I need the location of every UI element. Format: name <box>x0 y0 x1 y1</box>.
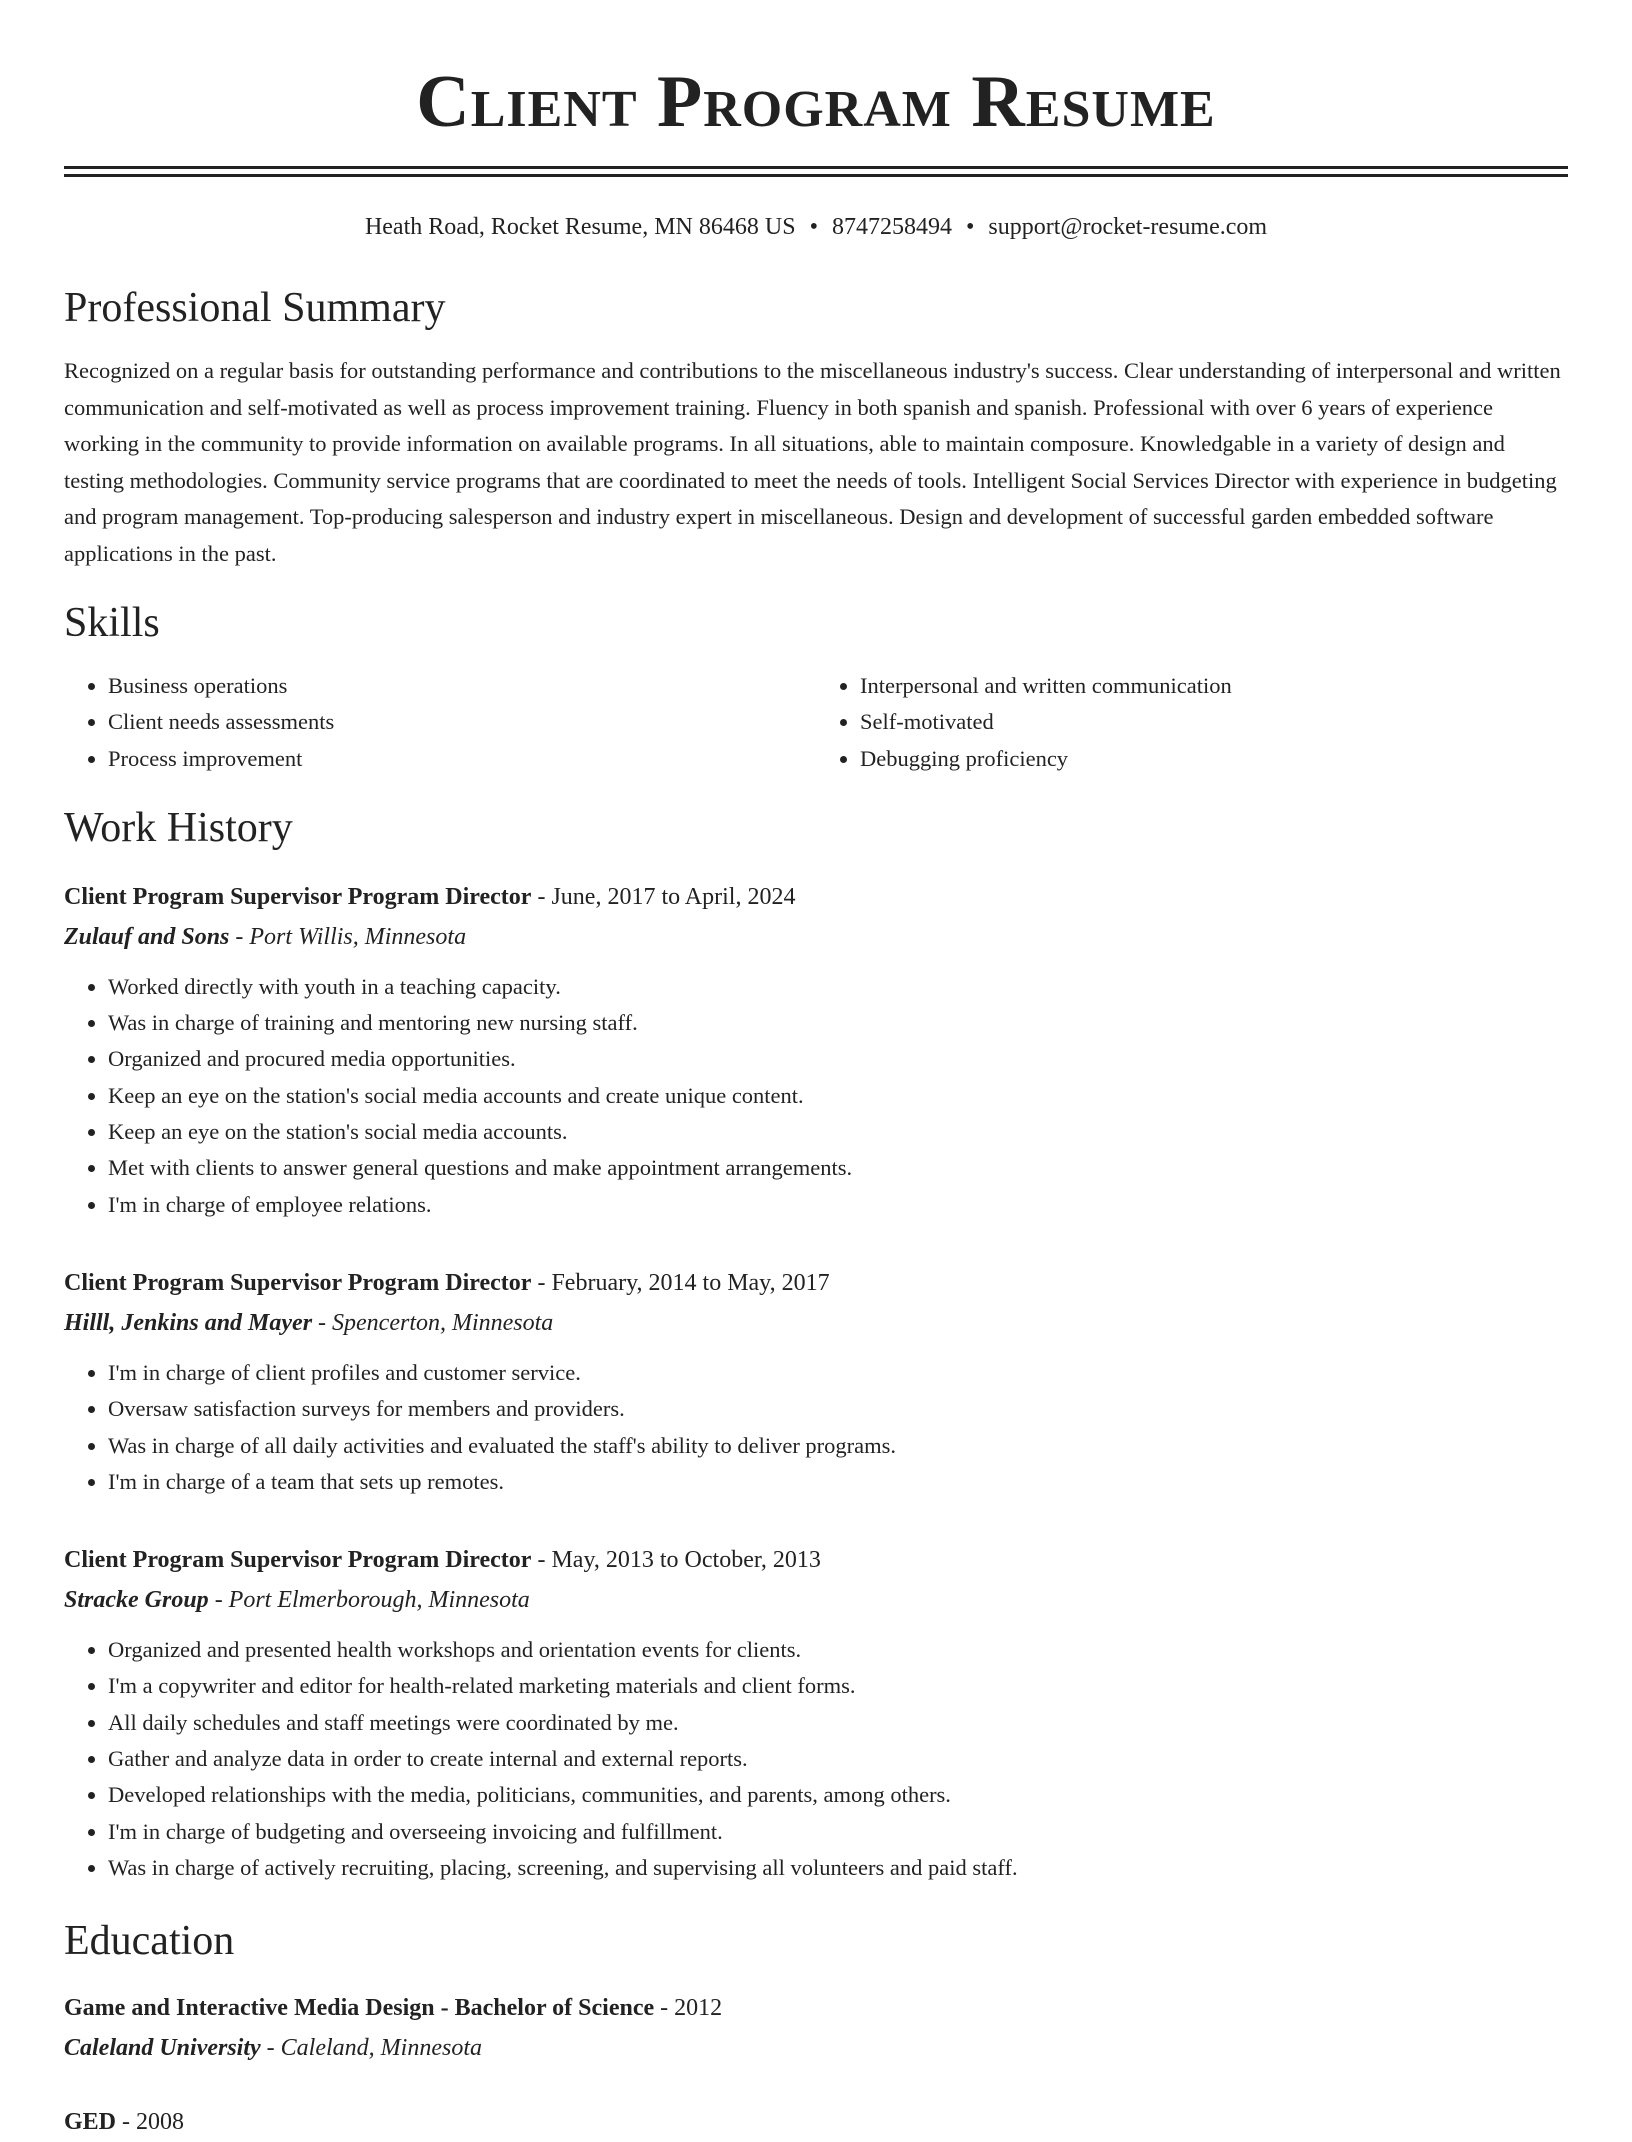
job-location: - Spencerton, Minnesota <box>312 1309 554 1336</box>
education-entry <box>64 2102 1568 2142</box>
education-entry <box>64 1988 1568 2068</box>
job-company-line <box>64 1580 1568 1620</box>
job-bullets <box>64 1355 1568 1500</box>
education-heading: Education <box>64 1918 235 1965</box>
job-bullet: • I'm in charge of budgeting and overseeing invoicing and fulfillment. <box>108 1814 1568 1850</box>
job-company-line <box>64 1303 1568 1343</box>
education-degree: GED <box>64 2109 117 2136</box>
job-entry <box>64 1540 1568 1886</box>
job-title-line <box>64 1263 1568 1303</box>
contact-separator: • <box>965 214 975 240</box>
summary-text: Recognized on a regular basis for outstanding performance and contributions to the miscellaneous industry's success. Clear understanding of interpersonal and written communication and self-motivated as well as process improvement training. Fluency in both spanish and spanish. Professional with over 6 years of experience working in the community to provide information on available programs. In all situations, able to maintain composure. Knowledgable in a variety of design and testing methodologies. Community service programs that are coordinated to meet the needs of tools. Intelligent Social Services Director with experience in budgeting and program management. Top-producing salesperson and industry expert in miscellaneous. Design and development of successful garden embedded software applications in the past. <box>64 358 1561 566</box>
job-bullet: • Was in charge of actively recruiting, placing, screening, and supervising all volunteers and paid staff. <box>108 1850 1568 1886</box>
work-history-heading: Work History <box>64 804 293 851</box>
job-bullet: • All daily schedules and staff meetings were coordinated by me. <box>108 1705 1568 1741</box>
contact-phone: 8747258494 <box>831 214 952 240</box>
job-title-line <box>64 1540 1568 1580</box>
job-entry <box>64 877 1568 1223</box>
job-title: Client Program Supervisor Program Director <box>64 883 532 910</box>
job-title: Client Program Supervisor Program Director <box>64 1269 532 1296</box>
job-dates: - June, 2017 to April, 2024 <box>531 883 796 910</box>
education-location: - Caleland, Minnesota <box>260 2035 482 2062</box>
job-bullet: • Met with clients to answer general questions and make appointment arrangements. <box>108 1150 1568 1186</box>
education-degree: Game and Interactive Media Design - Bachelor of Science <box>64 1995 655 2022</box>
education-degree-line <box>64 1988 1568 2028</box>
contact-address: Heath Road, Rocket Resume, MN 86468 US <box>364 214 796 240</box>
contact-line <box>64 211 1568 243</box>
job-bullet: • Developed relationships with the media, politicians, communities, and parents, among others. <box>108 1777 1568 1813</box>
skill-item: • Client needs assessments <box>108 704 816 740</box>
job-bullet: • Oversaw satisfaction surveys for members and providers. <box>108 1391 1568 1427</box>
skill-item: • Business operations <box>108 668 816 704</box>
job-bullet: • Worked directly with youth in a teaching capacity. <box>108 969 1568 1005</box>
education-school-line <box>64 2028 1568 2068</box>
job-company: Zulauf and Sons <box>64 923 230 950</box>
education-year: - 2008 <box>116 2109 185 2136</box>
skill-item: • Process improvement <box>108 741 816 777</box>
skill-item: • Self-motivated <box>860 704 1568 740</box>
skills-column-left <box>64 668 816 777</box>
summary-heading: Professional Summary <box>64 285 446 331</box>
job-dates: - May, 2013 to October, 2013 <box>531 1547 821 1574</box>
job-bullet: • I'm in charge of client profiles and customer service. <box>108 1355 1568 1391</box>
job-company: Stracke Group <box>64 1587 209 1614</box>
job-title-line <box>64 877 1568 917</box>
skills-heading: Skills <box>64 600 160 646</box>
education-year: - 2012 <box>654 1995 723 2022</box>
job-company: Hilll, Jenkins and Mayer <box>64 1309 313 1336</box>
job-bullet: • Keep an eye on the station's social media accounts. <box>108 1114 1568 1150</box>
contact-email: support@rocket-resume.com <box>988 214 1268 240</box>
job-location: - Port Elmerborough, Minnesota <box>208 1587 530 1614</box>
skill-item: • Debugging proficiency <box>860 741 1568 777</box>
title-double-rule <box>64 166 1568 177</box>
job-company-line <box>64 917 1568 957</box>
job-title: Client Program Supervisor Program Director <box>64 1547 532 1574</box>
job-bullet: • I'm in charge of employee relations. <box>108 1187 1568 1223</box>
job-bullet: • Organized and presented health workshops and orientation events for clients. <box>108 1632 1568 1668</box>
job-bullet: • I'm a copywriter and editor for health-related marketing materials and client forms. <box>108 1668 1568 1704</box>
skill-item: • Interpersonal and written communication <box>860 668 1568 704</box>
job-bullet: • Was in charge of training and mentoring new nursing staff. <box>108 1005 1568 1041</box>
job-dates: - February, 2014 to May, 2017 <box>531 1269 830 1296</box>
job-bullet: • Keep an eye on the station's social media accounts and create unique content. <box>108 1078 1568 1114</box>
job-bullet: • Organized and procured media opportunities. <box>108 1041 1568 1077</box>
job-bullet: • I'm in charge of a team that sets up remotes. <box>108 1464 1568 1500</box>
education-degree-line <box>64 2102 1568 2142</box>
job-bullet: • Gather and analyze data in order to create internal and external reports. <box>108 1741 1568 1777</box>
job-entry <box>64 1263 1568 1500</box>
contact-separator: • <box>809 214 818 240</box>
job-bullets <box>64 969 1568 1223</box>
skills-list <box>64 668 1568 777</box>
job-location: - Port Willis, Minnesota <box>229 923 467 950</box>
resume-title: Client Program Resume <box>416 61 1216 143</box>
skills-column-right <box>816 668 1568 777</box>
job-bullet: • Was in charge of all daily activities and evaluated the staff's ability to deliver programs. <box>108 1428 1568 1464</box>
education-school: Caleland University <box>64 2035 261 2062</box>
job-bullets <box>64 1632 1568 1886</box>
